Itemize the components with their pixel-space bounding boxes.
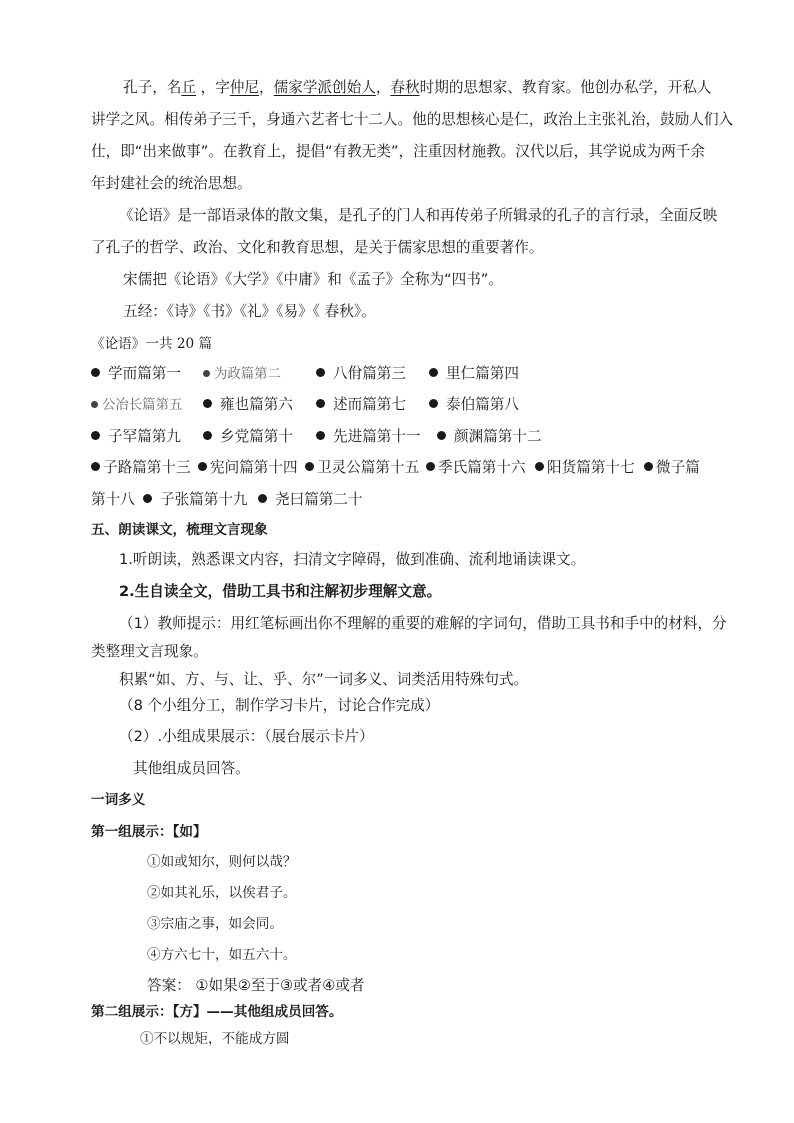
bullet-icon	[198, 462, 207, 471]
bullet-icon	[203, 370, 210, 377]
chapter-item: 里仁篇第四	[429, 364, 519, 384]
chapter-item: 乡党篇第十	[203, 427, 293, 447]
yici-heading: 一词多义	[91, 792, 146, 808]
group1-item: ①如或知尔，则何以哉？	[147, 854, 297, 870]
bullet-icon	[316, 368, 325, 377]
group1-item: ③宗庙之事，如会同。	[147, 916, 283, 932]
chapter-row-2	[91, 395, 791, 415]
section-para-7: 其他组成员回答。	[133, 760, 250, 777]
chapter-item: 公冶长篇第五	[91, 395, 182, 416]
underlined-zhongni: 仲尼	[229, 79, 260, 96]
bullet-icon	[91, 462, 100, 471]
section-para-5: （8 个小组分工，制作学习卡片，讨论合作完成）	[119, 697, 440, 714]
chapter-item: 雍也篇第六	[203, 395, 293, 415]
bullet-icon	[429, 368, 438, 377]
section-heading: 五、朗读课文，梳理文言现象	[91, 522, 268, 538]
intro-line-2: 讲学之风。相传弟子三千，身通六艺者七十二人。他的思想核心是仁，政治上主张礼治，鼓励人们入	[91, 111, 734, 128]
chapter-item: 子张篇第十九	[143, 490, 248, 510]
chapter-item: 阳货篇第十七	[535, 458, 635, 478]
chapter-row-1	[91, 364, 791, 384]
chapter-row-4	[91, 458, 711, 478]
chapter-item: 子罕篇第九	[91, 427, 181, 447]
bullet-icon	[91, 401, 98, 408]
underlined-chunqiu: 春秋	[390, 79, 420, 96]
chapter-item: 八佾篇第三	[316, 364, 406, 384]
chapter-item: 尧曰篇第二十	[258, 490, 363, 510]
group1-item: ④方六七十，如五六十。	[147, 947, 297, 963]
wujing-line: 五经：《诗》《书》《礼》《易》《 春秋》。	[123, 303, 376, 320]
bullet-icon	[143, 494, 152, 503]
text: 孔子，名	[123, 79, 182, 96]
section-para-2: 2.生自读全文，借助工具书和注解初步理解文意。	[119, 583, 442, 600]
bullet-icon	[91, 368, 100, 377]
bullet-icon	[203, 399, 212, 408]
underlined-rujia: 儒家学派创始人	[273, 79, 376, 96]
intro-line-3: 仕，即“出来做事”。在教育上，提倡“有教无类”，注重因材施教。汉代以后，其学说成为两千余	[91, 143, 705, 160]
section-para-1: 1.听朗读，熟悉课文内容，扫清文字障碍，做到准确、流利地诵读课文。	[119, 551, 586, 568]
chapter-item: 季氏篇第十六	[426, 458, 526, 478]
chapter-item: 为政篇第二	[203, 364, 281, 385]
underlined-qiu: 丘	[181, 79, 196, 96]
section-para-6: （2）.小组成果展示：（展台展示卡片）	[119, 728, 374, 745]
sishu-line: 宋儒把《论语》《大学》《中庸》和《孟子》全称为“四书”。	[123, 271, 503, 288]
chapter-item: 颜渊篇第十二	[437, 427, 542, 447]
bullet-icon	[426, 462, 435, 471]
chapter-item: 述而篇第七	[316, 395, 406, 415]
chapter-row-5	[91, 490, 491, 510]
lunyu-desc-line-1: 《论语》是一部语录体的散文集，是孔子的门人和再传弟子所辑录的孔子的言行录，全面反映	[119, 207, 718, 224]
bullet-icon	[535, 462, 544, 471]
chapter-item: 宪问篇第十四	[198, 458, 298, 478]
bullet-icon	[437, 431, 446, 440]
bullet-icon	[305, 462, 314, 471]
bullet-icon	[203, 431, 212, 440]
group2-item: ①不以规矩，不能成方圆	[140, 1031, 290, 1047]
chapter-item-continued: 第十八	[91, 491, 135, 508]
intro-line-4: 年封建社会的统治思想。	[91, 175, 252, 192]
chapter-item: 卫灵公篇第十五	[305, 458, 419, 478]
bullet-icon	[429, 399, 438, 408]
section-para-3a: （1）教师提示：用红笔标画出你不理解的重要的难解的字词句，借助工具书和手中的材料，分	[119, 615, 727, 632]
bullet-icon	[316, 431, 325, 440]
text: ，字	[196, 79, 230, 96]
section-para-3b: 类整理文言现象。	[91, 643, 208, 660]
group1-answer: 答案： ①如果②至于③或者④或者	[147, 977, 365, 994]
chapter-row-3	[91, 427, 791, 447]
chapter-item: 泰伯篇第八	[429, 395, 519, 415]
chapter-item: 子路篇第十三	[91, 458, 191, 478]
group1-heading: 第一组展示：【如】	[91, 824, 207, 840]
group2-heading: 第二组展示：【方】——其他组成员回答。	[91, 1004, 343, 1020]
text: ，	[375, 79, 391, 96]
bullet-icon	[644, 462, 653, 471]
bullet-icon	[91, 431, 100, 440]
bullet-icon	[258, 494, 267, 503]
chapters-title: 《论语》一共 20 篇	[91, 336, 213, 352]
text: ，	[259, 79, 274, 96]
text: 时期的思想家、教育家。他创办私学，开私人	[419, 79, 712, 96]
chapter-item: 学而篇第一	[91, 364, 181, 384]
section-para-4: 积累“如、方、与、让、乎、尔”一词多义、词类活用特殊句式。	[119, 671, 529, 688]
lunyu-desc-line-2: 了孔子的哲学、政治、文化和教育思想，是关于儒家思想的重要著作。	[91, 239, 544, 256]
bullet-icon	[316, 399, 325, 408]
chapter-item: 先进篇第十一	[316, 427, 421, 447]
intro-line-1	[123, 78, 712, 98]
chapter-item: 微子篇	[644, 458, 700, 478]
group1-item: ②如其礼乐，以俟君子。	[147, 885, 297, 901]
